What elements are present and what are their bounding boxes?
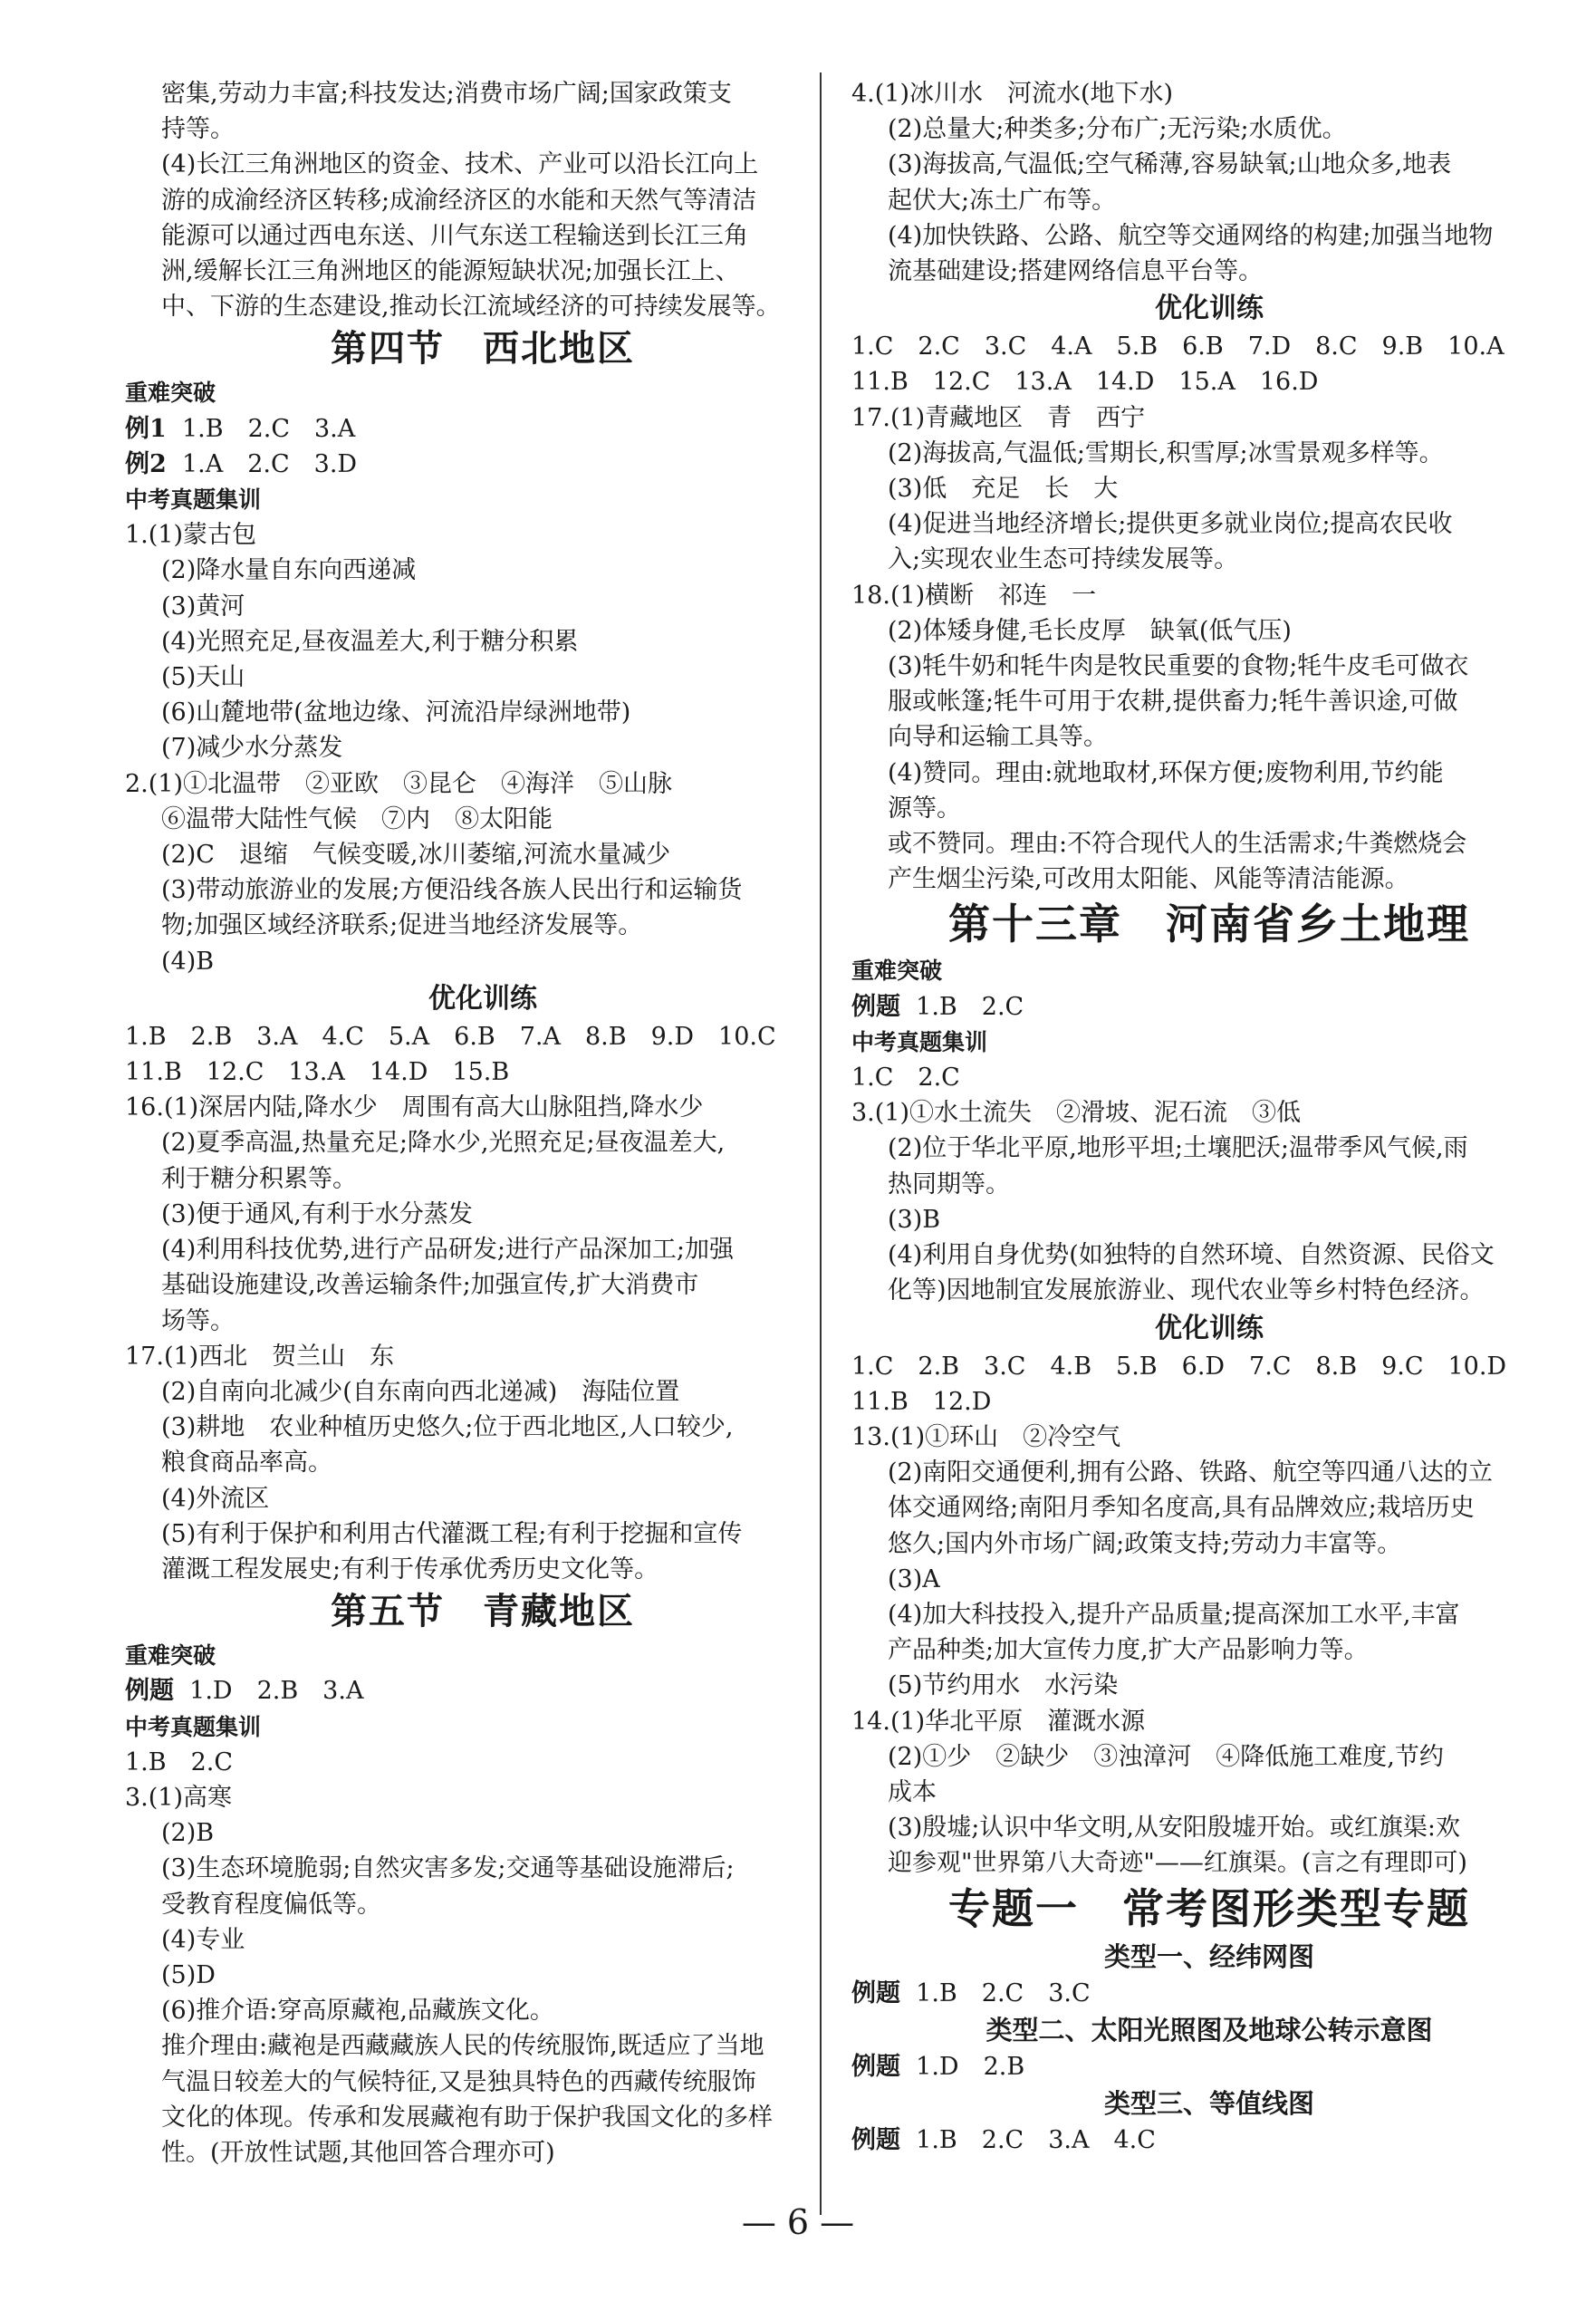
text-line: 源等。 xyxy=(888,794,961,823)
answer-line: 1.A 2.C 3.D xyxy=(181,449,358,478)
text-line: 迎参观"世界第八大奇迹"——红旗渠。(言之有理即可) xyxy=(888,1849,1467,1878)
text-line: 热同期等。 xyxy=(888,1170,1010,1199)
subsection-title: 优化训练 xyxy=(1155,293,1264,325)
text-line: (2)总量大;种类多;分布广;无污染;水质优。 xyxy=(888,115,1347,144)
text-line: 流基础建设;搭建网络信息平台等。 xyxy=(888,257,1264,286)
text-line: 起伏大;冻土广布等。 xyxy=(888,186,1117,215)
text-line: 2.(1)①北温带 ②亚欧 ③昆仑 ④海洋 ⑤山脉 xyxy=(125,769,673,798)
text-line: (5)天山 xyxy=(161,663,245,692)
answer-line: 11.B 12.C 13.A 14.D 15.B xyxy=(125,1058,510,1087)
text-line: 成本 xyxy=(888,1777,937,1806)
answer-line: 11.B 12.D xyxy=(851,1387,992,1416)
text-line: (3)牦牛奶和牦牛肉是牧民重要的食物;牦牛皮毛可做衣 xyxy=(888,652,1469,681)
subsection-label: 重难突破 xyxy=(125,1642,216,1670)
text-line: (3)便于通风,有利于水分蒸发 xyxy=(161,1199,473,1228)
text-line: (2)降水量自东向西递减 xyxy=(161,556,417,585)
text-line: (2)南阳交通便利,拥有公路、铁路、航空等四通八达的立 xyxy=(888,1458,1493,1487)
text-line: 产品种类;加大宣传力度,扩大产品影响力等。 xyxy=(888,1636,1369,1665)
text-line: (6)山麓地带(盆地边缘、河流沿岸绿洲地带) xyxy=(161,698,631,727)
text-line: (4)促进当地经济增长;提供更多就业岗位;提高农民收 xyxy=(888,510,1453,539)
text-line: (4)加快铁路、公路、航空等交通网络的构建;加强当地物 xyxy=(888,221,1494,250)
right-column xyxy=(851,76,1567,2158)
answer-line: 1.B 2.C 3.A xyxy=(181,414,356,443)
text-line: 或不赞同。理由:不符合现代人的生活需求;牛粪燃烧会 xyxy=(888,830,1467,859)
text-line: 产生烟尘污染,可改用太阳能、风能等清洁能源。 xyxy=(888,865,1409,894)
example-label: 例题 xyxy=(125,1677,174,1706)
text-line: (3)生态环境脆弱;自然灾害多发;交通等基础设施滞后; xyxy=(161,1854,735,1883)
text-line: 悠久;国内外市场广阔;政策支持;劳动力丰富等。 xyxy=(888,1529,1402,1558)
answer-line: 1.D 2.B xyxy=(916,2052,1025,2081)
answer-line: 1.B 2.C 3.A 4.C xyxy=(916,2125,1156,2154)
text-line: 游的成渝经济区转移;成渝经济区的水能和天然气等清洁 xyxy=(161,186,757,215)
subsection-label: 重难突破 xyxy=(125,380,216,407)
text-line: 物;加强区域经济联系;促进当地经济发展等。 xyxy=(161,911,643,940)
text-line: 受教育程度偏低等。 xyxy=(161,1890,381,1919)
page-number: — 6 — xyxy=(741,2202,855,2242)
text-line: 3.(1)高寒 xyxy=(125,1783,233,1812)
section-title: 第四节 西北地区 xyxy=(331,328,635,371)
text-line: (3)A xyxy=(888,1564,940,1593)
text-line: (5)有利于保护和利用古代灌溉工程;有利于挖掘和宣传 xyxy=(161,1519,743,1548)
text-line: 4.(1)冰川水 河流水(地下水) xyxy=(851,80,1174,108)
text-line: (2)夏季高温,热量充足;降水少,光照充足;昼夜温差大, xyxy=(161,1129,726,1158)
text-line: 利于糖分积累等。 xyxy=(161,1164,357,1193)
text-line: 文化的体现。传承和发展藏袍有助于保护我国文化的多样 xyxy=(161,2103,773,2132)
text-line: (2)C 退缩 气候变暖,冰川萎缩,河流水量减少 xyxy=(161,841,671,870)
example-label: 例题 xyxy=(851,992,900,1021)
chapter-title: 第十三章 河南省乡土地理 xyxy=(948,900,1470,949)
text-line: 化等)因地制宜发展旅游业、现代农业等乡村特色经济。 xyxy=(888,1276,1485,1305)
text-line: (2)体矮身健,毛长皮厚 缺氧(低气压) xyxy=(888,616,1292,645)
text-line: (4)加大科技投入,提升产品质量;提高深加工水平,丰富 xyxy=(888,1600,1460,1629)
text-line: 向导和运输工具等。 xyxy=(888,723,1108,752)
text-line: (3)殷墟;认识中华文明,从安阳殷墟开始。或红旗渠:欢 xyxy=(888,1814,1461,1843)
text-line: (3)带动旅游业的发展;方便沿线各族人民出行和运输货 xyxy=(161,876,743,905)
text-line: (2)①少 ②缺少 ③浊漳河 ④降低施工难度,节约 xyxy=(888,1742,1444,1771)
text-line: 13.(1)①环山 ②冷空气 xyxy=(851,1422,1121,1451)
text-line: (5)节约用水 水污染 xyxy=(888,1671,1119,1700)
text-line: (3)低 充足 长 大 xyxy=(888,475,1119,504)
text-line: (3)耕地 农业种植历史悠久;位于西北地区,人口较少, xyxy=(161,1413,734,1442)
text-line: (4)专业 xyxy=(161,1925,245,1954)
subsection-label: 中考真题集训 xyxy=(125,1713,262,1740)
subsection-title: 优化训练 xyxy=(1155,1312,1264,1344)
text-line: (2)自南向北减少(自东南向西北递减) 海陆位置 xyxy=(161,1377,680,1406)
text-line: 持等。 xyxy=(161,115,235,144)
text-line: 场等。 xyxy=(161,1306,235,1335)
text-line: 14.(1)华北平原 灌溉水源 xyxy=(851,1707,1146,1736)
left-column xyxy=(125,76,841,2171)
text-line: 18.(1)横断 祁连 一 xyxy=(851,581,1097,610)
text-line: 灌溉工程发展史;有利于传承优秀历史文化等。 xyxy=(161,1555,659,1584)
answer-line: 1.B 2.B 3.A 4.C 5.A 6.B 7.A 8.B 9.D 10.C xyxy=(125,1022,776,1051)
subsection-title: 优化训练 xyxy=(428,982,537,1015)
subsection-label: 中考真题集训 xyxy=(125,486,262,514)
text-line: 1.(1)蒙古包 xyxy=(125,521,257,550)
text-line: 3.(1)①水土流失 ②滑坡、泥石流 ③低 xyxy=(851,1099,1302,1128)
example-label: 例2 xyxy=(125,449,167,478)
example-label: 例题 xyxy=(851,1978,900,2007)
text-line: 推介理由:藏袍是西藏藏族人民的传统服饰,既适应了当地 xyxy=(161,2032,764,2061)
text-line: 能源可以通过西电东送、川气东送工程输送到长江三角 xyxy=(161,221,748,250)
section-title: 第五节 青藏地区 xyxy=(331,1591,635,1633)
text-line: (3)海拔高,气温低;空气稀薄,容易缺氧;山地众多,地表 xyxy=(888,150,1452,179)
text-line: 1.B 2.C xyxy=(125,1747,234,1776)
text-line: ⑥温带大陆性气候 ⑦内 ⑧太阳能 xyxy=(161,804,553,833)
text-line: (2)位于华北平原,地形平坦;土壤肥沃;温带季风气候,雨 xyxy=(888,1134,1468,1163)
text-line: 粮食商品率高。 xyxy=(161,1449,332,1478)
text-line: (4)光照充足,昼夜温差大,利于糖分积累 xyxy=(161,627,579,656)
text-line: 气温日较差大的气候特征,又是独具特色的西藏传统服饰 xyxy=(161,2067,756,2096)
answer-line: 1.B 2.C 3.C xyxy=(916,1978,1091,2007)
text-line: (4)利用自身优势(如独特的自然环境、自然资源、民俗文 xyxy=(888,1241,1495,1270)
text-line: (4)利用科技优势,进行产品研发;进行产品深加工;加强 xyxy=(161,1236,735,1265)
example-label: 例题 xyxy=(851,2125,900,2154)
text-line: (4)赞同。理由:就地取材,环保方便;废物利用,节约能 xyxy=(888,758,1444,787)
subsection-label: 中考真题集训 xyxy=(851,1028,988,1055)
text-line: 1.C 2.C xyxy=(851,1064,960,1093)
text-line: 洲,缓解长江三角洲地区的能源短缺状况;加强长江上、 xyxy=(161,257,740,286)
text-line: 17.(1)青藏地区 青 西宁 xyxy=(851,403,1146,432)
answer-line: 11.B 12.C 13.A 14.D 15.A 16.D xyxy=(851,368,1319,397)
text-line: 体交通网络;南阳月季知名度高,具有品牌效应;栽培历史 xyxy=(888,1494,1475,1523)
topic-title: 专题一 常考图形类型专题 xyxy=(948,1883,1470,1933)
text-line: 入;实现农业生态可持续发展等。 xyxy=(888,545,1239,574)
answer-line: 1.D 2.B 3.A xyxy=(189,1677,364,1706)
text-line: 密集,劳动力丰富;科技发达;消费市场广阔;国家政策支 xyxy=(161,80,732,108)
text-line: 基础设施建设,改善运输条件;加强宣传,扩大消费市 xyxy=(161,1271,699,1300)
text-line: (3)黄河 xyxy=(161,592,245,621)
answer-line: 1.C 2.C 3.C 4.A 5.B 6.B 7.D 8.C 9.B 10.A xyxy=(851,332,1505,361)
text-line: (2)B xyxy=(161,1819,215,1848)
text-line: (4)B xyxy=(161,947,215,976)
text-line: (4)外流区 xyxy=(161,1484,270,1513)
text-line: (3)B xyxy=(888,1205,941,1234)
text-line: (6)推介语:穿高原藏袍,品藏族文化。 xyxy=(161,1997,554,2026)
type-title: 类型一、经纬网图 xyxy=(1103,1940,1314,1972)
text-line: 服或帐篷;牦牛可用于农耕,提供畜力;牦牛善识途,可做 xyxy=(888,688,1458,717)
type-title: 类型三、等值线图 xyxy=(1103,2087,1314,2119)
text-line: (2)海拔高,气温低;雪期长,积雪厚;冰雪景观多样等。 xyxy=(888,438,1444,467)
text-line: 中、下游的生态建设,推动长江流域经济的可持续发展等。 xyxy=(161,293,781,322)
subsection-label: 重难突破 xyxy=(851,958,943,985)
text-line: (7)减少水分蒸发 xyxy=(161,734,343,763)
example-label: 例1 xyxy=(125,414,167,443)
example-label: 例题 xyxy=(851,2052,900,2081)
text-line: 性。(开放性试题,其他回答合理亦可) xyxy=(161,2138,555,2167)
text-line: (4)长江三角洲地区的资金、技术、产业可以沿长江向上 xyxy=(161,150,759,179)
text-line: 17.(1)西北 贺兰山 东 xyxy=(125,1342,395,1371)
text-line: 16.(1)深居内陆,降水少 周围有高大山脉阻挡,降水少 xyxy=(125,1093,704,1122)
text-line: (5)D xyxy=(161,1960,216,1989)
type-title: 类型二、太阳光照图及地球公转示意图 xyxy=(985,2014,1433,2046)
answer-line: 1.B 2.C xyxy=(916,992,1024,1021)
answer-line: 1.C 2.B 3.C 4.B 5.B 6.D 7.C 8.B 9.C 10.D xyxy=(851,1352,1507,1381)
